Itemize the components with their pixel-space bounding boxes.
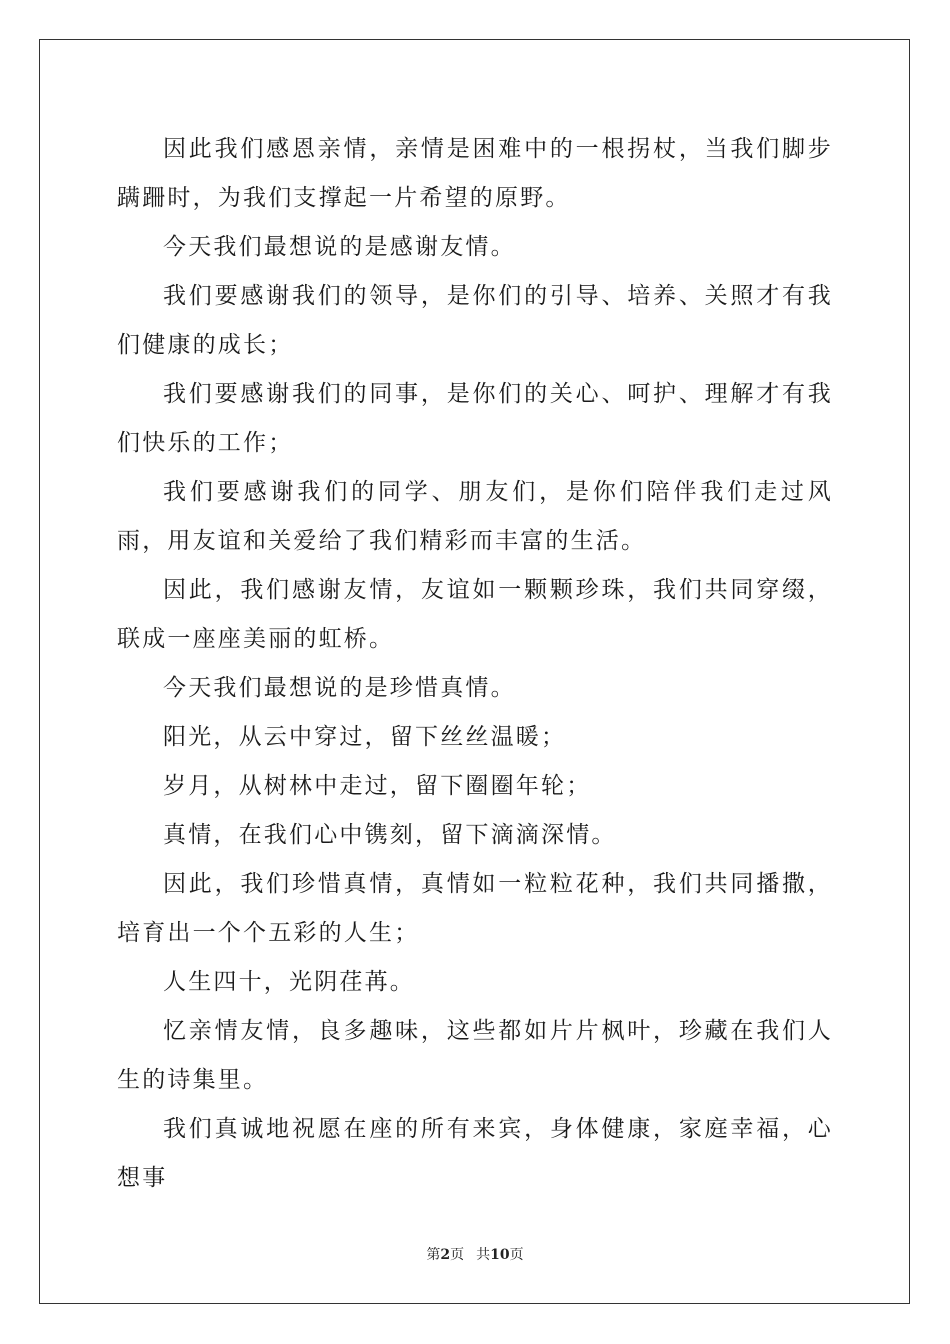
paragraph: 我们要感谢我们的同事，是你们的关心、呵护、理解才有我们快乐的工作；: [117, 381, 833, 456]
paragraph: 人生四十，光阴荏苒。: [163, 969, 415, 995]
paragraph: 真情，在我们心中镌刻，留下滴滴深情。: [163, 822, 617, 848]
paragraph: 阳光，从云中穿过，留下丝丝温暖；: [163, 724, 567, 750]
page-label-suffix: 页: [450, 1247, 465, 1263]
page-footer: [0, 1245, 950, 1265]
paragraph: 我们要感谢我们的同学、朋友们，是你们陪伴我们走过风雨，用友谊和关爱给了我们精彩而丰富的生活。: [117, 479, 833, 554]
paragraph: 因此我们感恩亲情，亲情是困难中的一根拐杖，当我们脚步蹒跚时，为我们支撑起一片希望的原野。: [117, 136, 833, 211]
paragraph: 岁月，从树林中走过，留下圈圈年轮；: [163, 773, 592, 799]
page-label-prefix: 第: [426, 1247, 441, 1263]
total-label-prefix: 共: [476, 1247, 491, 1263]
total-label-suffix: 页: [509, 1247, 524, 1263]
paragraph: 我们真诚地祝愿在座的所有来宾，身体健康，家庭幸福，心想事: [117, 1116, 833, 1191]
current-page-number: 2: [440, 1247, 451, 1263]
paragraph: 今天我们最想说的是感谢友情。: [163, 234, 516, 260]
document-body: [117, 125, 833, 1203]
paragraph: 因此，我们珍惜真情，真情如一粒粒花种，我们共同播撒，培育出一个个五彩的人生；: [117, 871, 833, 946]
paragraph: 忆亲情友情，良多趣味，这些都如片片枫叶，珍藏在我们人生的诗集里。: [117, 1018, 833, 1093]
total-pages-number: 10: [490, 1247, 510, 1263]
paragraph: 今天我们最想说的是珍惜真情。: [163, 675, 516, 701]
paragraph: 我们要感谢我们的领导，是你们的引导、培养、关照才有我们健康的成长；: [117, 283, 833, 358]
paragraph: 因此，我们感谢友情，友谊如一颗颗珍珠，我们共同穿缀，联成一座座美丽的虹桥。: [117, 577, 833, 652]
